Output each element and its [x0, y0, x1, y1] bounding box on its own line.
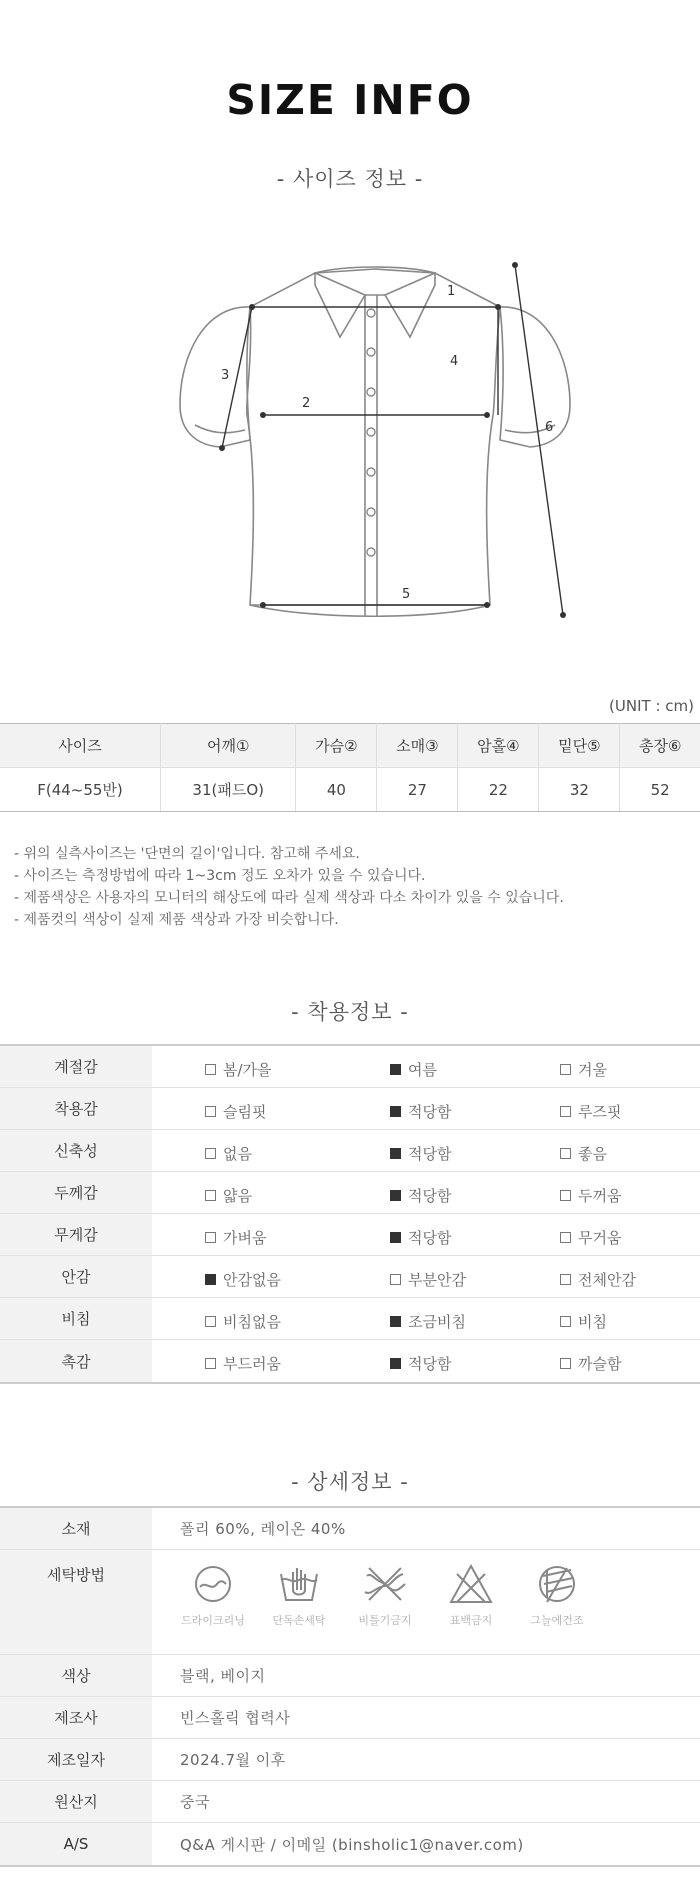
- detail-label: 소재: [0, 1508, 152, 1549]
- size-info-subtitle: - 사이즈 정보 -: [276, 167, 424, 191]
- wear-option: [205, 1227, 266, 1248]
- wear-option-label: 없음: [223, 1145, 252, 1163]
- note-line: - 제품색상은 사용자의 모니터의 해상도에 따라 실제 색상과 다소 차이가 있을 수 있습니다.: [14, 890, 564, 906]
- header-cell: 암홀④: [458, 724, 539, 768]
- garment-diagram: [165, 255, 585, 625]
- wear-option-label: 비침: [578, 1313, 607, 1331]
- wear-option-label: 가벼움: [223, 1229, 267, 1247]
- detail-info-subtitle: - 상세정보 -: [291, 1470, 409, 1494]
- unchecked-box-icon: [205, 1358, 216, 1369]
- unchecked-box-icon: [205, 1148, 216, 1159]
- wear-option: [205, 1311, 281, 1332]
- date-value: 2024.7월 이후: [180, 1751, 286, 1769]
- table-cell: 32: [539, 768, 620, 812]
- wear-option: [560, 1353, 621, 1374]
- wear-row: [0, 1298, 700, 1340]
- hand-wash-icon: [275, 1560, 323, 1608]
- wash-icons: [152, 1550, 596, 1628]
- unchecked-box-icon: [560, 1106, 571, 1117]
- table-cell: 27: [377, 768, 458, 812]
- unchecked-box-icon: [560, 1274, 571, 1285]
- page-title: SIZE INFO: [226, 76, 474, 124]
- wear-row: [0, 1340, 700, 1382]
- detail-row-wash: [0, 1550, 700, 1655]
- wear-option-label: 좋음: [578, 1145, 607, 1163]
- wear-label: 안감: [0, 1256, 152, 1297]
- table-cell: 31(패드O): [161, 768, 296, 812]
- header-cell: 소매③: [377, 724, 458, 768]
- wear-option: [205, 1185, 252, 1206]
- detail-info-table: [0, 1506, 700, 1867]
- detail-row-maker: [0, 1697, 700, 1739]
- material-value: 폴리 60%, 레이온 40%: [180, 1520, 346, 1538]
- checked-box-icon: [390, 1358, 401, 1369]
- table-cell: 22: [458, 768, 539, 812]
- detail-label: 제조사: [0, 1697, 152, 1738]
- note-line: - 사이즈는 측정방법에 따라 1~3cm 정도 오차가 있을 수 있습니다.: [14, 868, 426, 884]
- unchecked-box-icon: [205, 1232, 216, 1243]
- wear-option-label: 적당함: [408, 1229, 452, 1247]
- wear-option: [560, 1059, 607, 1080]
- unit-label: (UNIT : cm): [609, 697, 694, 715]
- detail-label: 원산지: [0, 1781, 152, 1822]
- wear-label: 신축성: [0, 1130, 152, 1171]
- detail-label: A/S: [0, 1823, 152, 1865]
- header-cell: 사이즈: [0, 724, 161, 768]
- note-line: - 제품컷의 색상이 실제 제품 색상과 가장 비슷합니다.: [14, 912, 339, 928]
- wear-options: [152, 1340, 700, 1382]
- detail-label: 제조일자: [0, 1739, 152, 1780]
- color-value: 블랙, 베이지: [180, 1667, 266, 1685]
- unchecked-box-icon: [560, 1190, 571, 1201]
- wear-row: [0, 1256, 700, 1298]
- care-item: 표백금지: [432, 1560, 510, 1628]
- unchecked-box-icon: [560, 1232, 571, 1243]
- wear-option: [560, 1185, 621, 1206]
- detail-row-color: [0, 1655, 700, 1697]
- no-bleach-icon: [447, 1560, 495, 1608]
- unchecked-box-icon: [560, 1358, 571, 1369]
- wear-option: [560, 1101, 621, 1122]
- care-item: 단독손세탁: [260, 1560, 338, 1628]
- wear-option: [205, 1353, 281, 1374]
- wear-option-label: 적당함: [408, 1355, 452, 1373]
- maker-value: 빈스홀릭 협력사: [180, 1709, 291, 1727]
- wear-option: [560, 1143, 607, 1164]
- checked-box-icon: [390, 1316, 401, 1327]
- unchecked-box-icon: [390, 1274, 401, 1285]
- header-cell: 가슴②: [296, 724, 377, 768]
- size-table: [0, 723, 700, 812]
- dry-clean-icon: [189, 1560, 237, 1608]
- checked-box-icon: [205, 1274, 216, 1285]
- wear-option: [205, 1059, 272, 1080]
- detail-row-as: [0, 1823, 700, 1865]
- unchecked-box-icon: [205, 1190, 216, 1201]
- wear-info-subtitle: - 착용정보 -: [291, 1000, 409, 1024]
- wear-option-label: 루즈핏: [578, 1103, 622, 1121]
- wear-option-label: 적당함: [408, 1187, 452, 1205]
- wear-option-label: 봄/가을: [223, 1061, 272, 1079]
- wear-info-table: [0, 1044, 700, 1384]
- wear-option-label: 슬림핏: [223, 1103, 267, 1121]
- wear-option: [390, 1311, 466, 1332]
- unchecked-box-icon: [560, 1148, 571, 1159]
- detail-label: 색상: [0, 1655, 152, 1696]
- header-cell: 어깨①: [161, 724, 296, 768]
- wear-label: 두께감: [0, 1172, 152, 1213]
- wear-option: [390, 1143, 451, 1164]
- wear-options: [152, 1088, 700, 1129]
- wear-option-label: 비침없음: [223, 1313, 281, 1331]
- unchecked-box-icon: [205, 1106, 216, 1117]
- wear-label: 촉감: [0, 1340, 152, 1382]
- wear-option: [390, 1269, 466, 1290]
- wear-label: 비침: [0, 1298, 152, 1339]
- wear-row: [0, 1088, 700, 1130]
- header-cell: 총장⑥: [620, 724, 700, 768]
- note-line: - 위의 실측사이즈는 '단면의 길이'입니다. 참고해 주세요.: [14, 846, 360, 862]
- wear-option-label: 조금비침: [408, 1313, 466, 1331]
- care-item: 그늘에건조: [518, 1560, 596, 1628]
- size-notes: [14, 843, 564, 931]
- wear-option: [205, 1143, 252, 1164]
- wear-option-label: 두꺼움: [578, 1187, 622, 1205]
- unchecked-box-icon: [560, 1064, 571, 1075]
- no-twist-icon: [361, 1560, 409, 1608]
- wear-option-label: 무거움: [578, 1229, 622, 1247]
- detail-label: 세탁방법: [0, 1550, 152, 1654]
- measure-label-2: 2: [302, 396, 311, 411]
- wear-row: [0, 1046, 700, 1088]
- table-cell: 40: [296, 768, 377, 812]
- wear-label: 계절감: [0, 1046, 152, 1087]
- wear-option-label: 여름: [408, 1061, 437, 1079]
- wear-option-label: 안감없음: [223, 1271, 281, 1289]
- wear-option: [560, 1227, 621, 1248]
- wear-option-label: 겨울: [578, 1061, 607, 1079]
- checked-box-icon: [390, 1232, 401, 1243]
- wear-row: [0, 1130, 700, 1172]
- wear-option: [205, 1101, 266, 1122]
- care-item: 비틀기금지: [346, 1560, 424, 1628]
- detail-row-date: [0, 1739, 700, 1781]
- wear-options: [152, 1046, 700, 1087]
- wear-label: 무게감: [0, 1214, 152, 1255]
- wear-row: [0, 1214, 700, 1256]
- shade-dry-icon: [533, 1560, 581, 1608]
- unchecked-box-icon: [560, 1316, 571, 1327]
- wear-option-label: 적당함: [408, 1145, 452, 1163]
- measure-label-5: 5: [402, 587, 411, 602]
- wear-option-label: 까슬함: [578, 1355, 622, 1373]
- wear-options: [152, 1130, 700, 1171]
- unchecked-box-icon: [205, 1064, 216, 1075]
- measure-label-4: 4: [450, 354, 459, 369]
- wear-options: [152, 1172, 700, 1213]
- wear-option-label: 얇음: [223, 1187, 252, 1205]
- checked-box-icon: [390, 1064, 401, 1075]
- wear-options: [152, 1256, 700, 1297]
- wear-label: 착용감: [0, 1088, 152, 1129]
- measure-label-6: 6: [545, 420, 554, 435]
- wear-row: [0, 1172, 700, 1214]
- table-cell: 52: [620, 768, 700, 812]
- detail-row-material: [0, 1508, 700, 1550]
- origin-value: 중국: [180, 1793, 210, 1811]
- wear-options: [152, 1214, 700, 1255]
- wear-option: [390, 1353, 451, 1374]
- wear-options: [152, 1298, 700, 1339]
- wear-option: [390, 1101, 451, 1122]
- as-value: Q&A 게시판 / 이메일 (binsholic1@naver.com): [180, 1835, 524, 1854]
- wear-option: [560, 1269, 636, 1290]
- wear-option: [205, 1269, 281, 1290]
- wear-option-label: 부분안감: [408, 1271, 466, 1289]
- size-table-header: [0, 724, 700, 768]
- wear-option: [390, 1227, 451, 1248]
- care-item: 드라이크리닝: [174, 1560, 252, 1628]
- wear-option: [390, 1059, 437, 1080]
- checked-box-icon: [390, 1190, 401, 1201]
- table-row: [0, 768, 700, 812]
- checked-box-icon: [390, 1148, 401, 1159]
- wear-option-label: 적당함: [408, 1103, 452, 1121]
- wear-option-label: 부드러움: [223, 1355, 281, 1373]
- measure-label-1: 1: [447, 284, 456, 299]
- table-cell: F(44~55반): [0, 768, 161, 812]
- measure-label-3: 3: [221, 368, 230, 383]
- header-cell: 밑단⑤: [539, 724, 620, 768]
- wear-option-label: 전체안감: [578, 1271, 636, 1289]
- wear-option: [560, 1311, 607, 1332]
- detail-row-origin: [0, 1781, 700, 1823]
- checked-box-icon: [390, 1106, 401, 1117]
- wear-option: [390, 1185, 451, 1206]
- unchecked-box-icon: [205, 1316, 216, 1327]
